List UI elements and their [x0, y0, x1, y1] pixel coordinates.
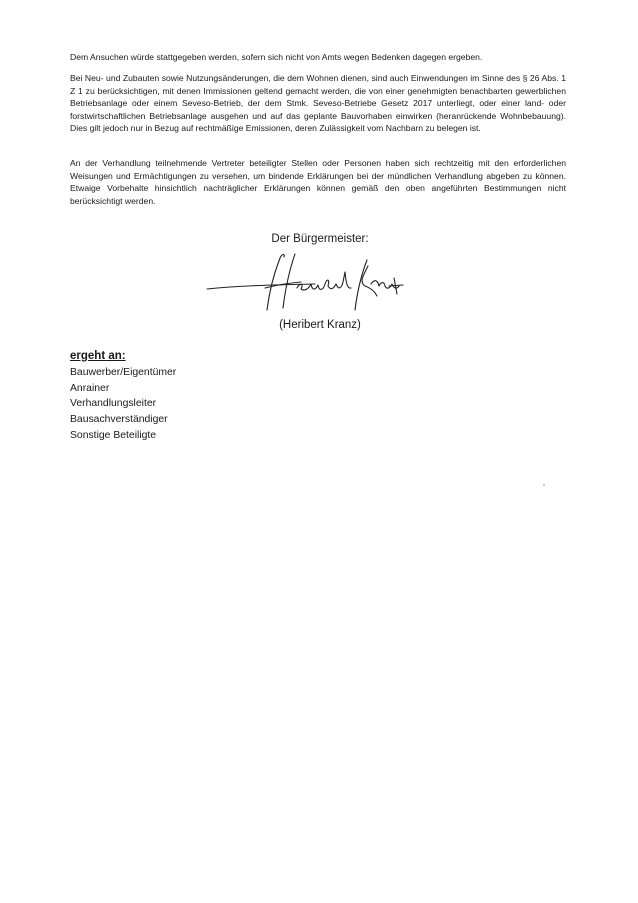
- scan-speck: [543, 484, 545, 486]
- handwritten-signature: [205, 248, 405, 314]
- paragraph-approval: Dem Ansuchen würde stattgegeben werden, sofern sich nicht von Amts wegen Bedenken dagegen ergeben.: [70, 52, 483, 62]
- recipients-heading: ergeht an:: [70, 350, 126, 362]
- list-item: Anrainer: [70, 382, 110, 394]
- list-item: Bauwerber/Eigentümer: [70, 367, 177, 378]
- recipients-list: [70, 365, 176, 444]
- signatory-title: Der Bürgermeister:: [271, 233, 369, 245]
- paragraph-representatives: An der Verhandlung teilnehmende Vertreter beteiligter Stellen oder Personen haben sich rechtzeitig mit den erforderlichen Weisungen und Ermächtigungen zu versehen, um bindende Erklärungen bei der mündlichen Verhandlung abgeben zu können. Etwaige Vorbehalte hinsichtlich nachträglicher Erklärungen können gemäß den oben angeführten Bestimmungen nicht berücksichtigt werden.: [70, 158, 566, 206]
- list-item: Bausachverständiger: [70, 414, 168, 426]
- list-item: Verhandlungsleiter: [70, 398, 157, 410]
- signatory-name: (Heribert Kranz): [279, 319, 361, 331]
- paragraph-objections: Bei Neu- und Zubauten sowie Nutzungsänderungen, die dem Wohnen dienen, sind auch Einwendungen im Sinne des § 26 Abs. 1 Z 1 zu berücksichtigen, mit denen Immissionen geltend gemacht werden, die von einer genehmigten benachbarten gewerblichen Betriebsanlage oder einem Seveso-Betrieb, der dem Stmk. Seveso-Betriebe Gesetz 2017 unterliegt, oder einer land- oder forstwirtschaftlichen Betriebsanlage ausgehen und auf das geplante Bauvorhaben einwirken (heranrückende Wohnbebauung). Dies gilt jedoch nur in Bezug auf rechtmäßige Emissionen, deren Zulässigkeit vom Nachbarn zu belegen ist.: [70, 73, 566, 133]
- list-item: Sonstige Beteiligte: [70, 429, 157, 441]
